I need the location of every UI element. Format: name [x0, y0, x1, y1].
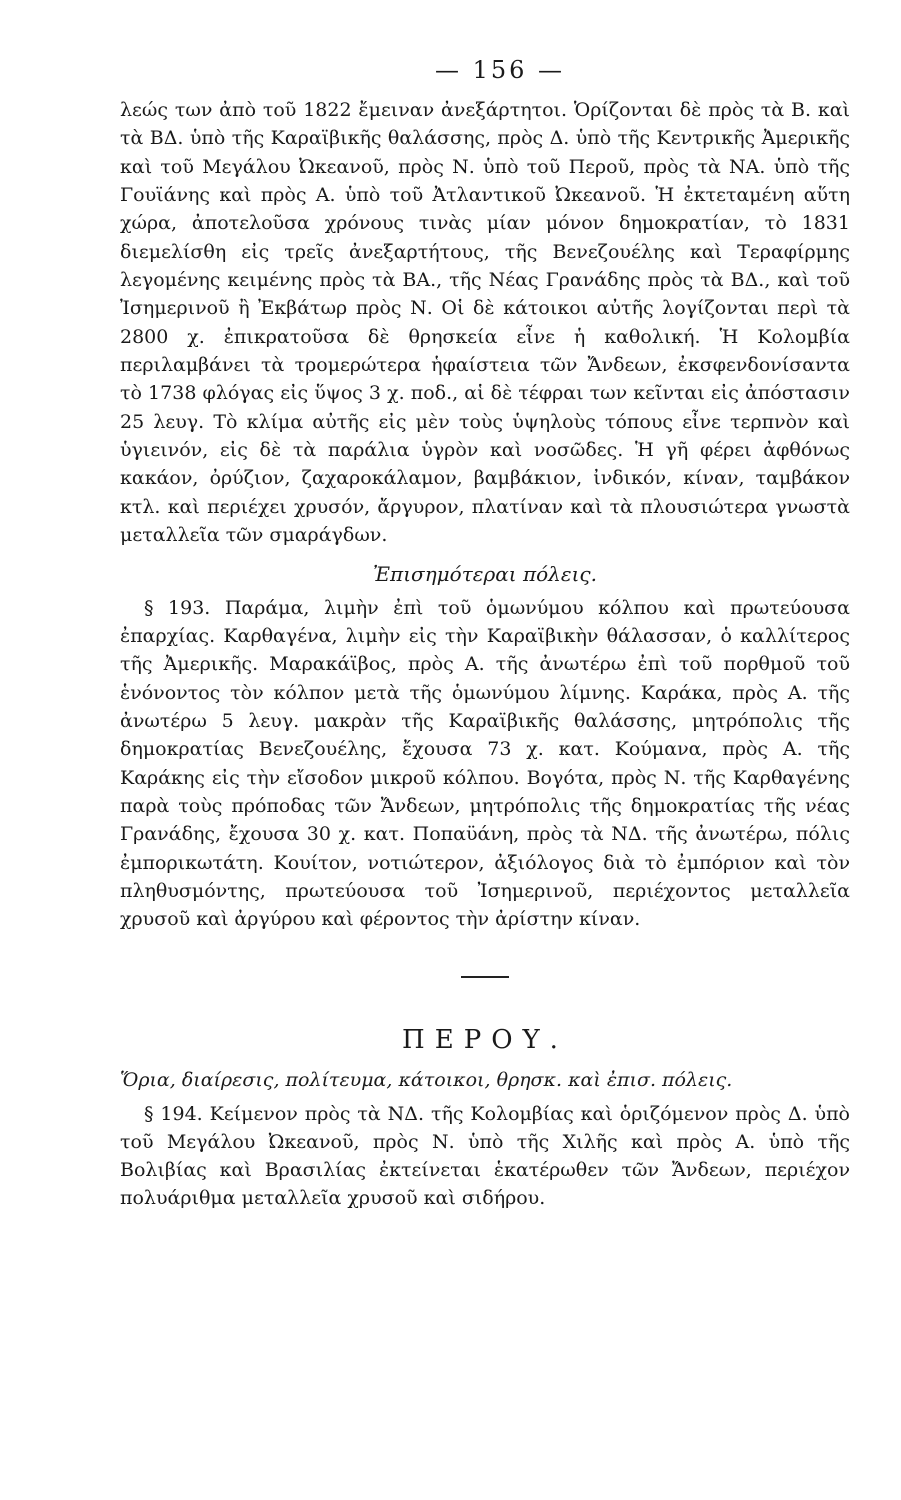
paragraph-section-194: § 194. Κείμενον πρὸς τὰ ΝΔ. τῆς Κολομβίας καὶ ὁριζόμενον πρὸς Δ. ὑπὸ τοῦ Μεγάλου Ὠκεανοῦ, πρὸς Ν. ὑπὸ τῆς Χιλῆς καὶ πρὸς Α. ὑπὸ τῆς Βολιβίας καὶ Βρασιλίας ἐκτείνεται ἑκατέρωθεν τῶν Ἄνδεων, περιέχον πολυάριθμα μεταλλεῖα χρυσοῦ καὶ σιδήρου. [120, 1102, 850, 1209]
book-page [120, 56, 850, 1212]
subheading-notable-cities: Ἐπισημότεραι πόλεις. [373, 561, 597, 586]
chapter-title-peru: ΠΕΡΟΥ. [402, 1024, 568, 1055]
paragraph-section-193: § 193. Παράμα, λιμὴν ἐπὶ τοῦ ὁμωνύμου κόλπου καὶ πρωτεύουσα ἐπαρχίας. Καρθαγένα, λιμὴν εἰς τὴν Καραϊβικὴν θάλασσαν, ὁ καλλίτερος τῆς Ἀμερικῆς. Μαρακάϊβος, πρὸς Α. τῆς ἀνωτέρω ἐπὶ τοῦ πορθμοῦ τοῦ ἑνόνοντος τὸν κόλπον μετὰ τῆς ὁμωνύμου λίμνης. Καράκα, πρὸς Α. τῆς ἀνωτέρω 5 λευγ. μακρὰν τῆς Καραϊβικῆς θαλάσσης, μητρόπολις τῆς δημοκρατίας Βενεζουέλης, ἔχουσα 73 χ. κατ. Κούμανα, πρὸς Α. τῆς Καράκης εἰς τὴν εἴσοδον μικροῦ κόλπου. Βογότα, πρὸς Ν. τῆς Καρθαγένης παρὰ τοὺς πρόποδας τῶν Ἄνδεων, μητρόπολις τῆς δημοκρατίας τῆς νέας Γρανάδης, ἔχουσα 30 χ. κατ. Ποπαϋάνη, πρὸς τὰ ΝΔ. τῆς ἀνωτέρω, πόλις ἐμπορικωτάτη. Κουίτον, νοτιώτερον, ἀξιόλογος διὰ τὸ ἐμπόριον καὶ τὸν πληθυσμόντης, πρωτεύουσα τοῦ Ἰσημερινοῦ, περιέχοντος μεταλλεῖα χρυσοῦ καὶ ἀργύρου καὶ φέροντος τὴν ἀρίστην κίναν. [120, 596, 850, 931]
page-number: — 156 — [434, 56, 566, 84]
paragraph-colombia-description: λεώς των ἀπὸ τοῦ 1822 ἔμειναν ἀνεξάρτητοι. Ὁρίζονται δὲ πρὸς τὰ Β. καὶ τὰ ΒΔ. ὑπὸ τῆς Καραϊβικῆς θαλάσσης, πρὸς Δ. ὑπὸ τῆς Κεντρικῆς Ἀμερικῆς καὶ τοῦ Μεγάλου Ὠκεανοῦ, πρὸς Ν. ὑπὸ τοῦ Περοῦ, πρὸς τὰ ΝΑ. ὑπὸ τῆς Γουϊάνης καὶ πρὸς Α. ὑπὸ τοῦ Ἀτλαντικοῦ Ὠκεανοῦ. Ἡ ἐκτεταμένη αὕτη χώρα, ἀποτελοῦσα χρόνους τινὰς μίαν μόνον δημοκρατίαν, τὸ 1831 διεμελίσθη εἰς τρεῖς ἀνεξαρτήτους, τῆς Βενεζουέλης καὶ Τεραφίρμης λεγομένης κειμένης πρὸς τὰ ΒΑ., τῆς Νέας Γρανάδης πρὸς τὰ ΒΔ., καὶ τοῦ Ἰσημερινοῦ ἢ Ἐκβάτωρ πρὸς Ν. Οἱ δὲ κάτοικοι αὐτῆς λογίζονται περὶ τὰ 2800 χ. ἐπικρατοῦσα δὲ θρησκεία εἶνε ἡ καθολική. Ἡ Κολομβία περιλαμβάνει τὰ τρομερώτερα ἡφαίστεια τῶν Ἄνδεων, ἐκσφενδονίσαντα τὸ 1738 φλόγας εἰς ὕψος 3 χ. ποδ., αἱ δὲ τέφραι των κεῖνται εἰς ἀπόστασιν 25 λευγ. Τὸ κλίμα αὐτῆς εἰς μὲν τοὺς ὑψηλοὺς τόπους εἶνε τερπνὸν καὶ ὑγιεινόν, εἰς δὲ τὰ παράλια ὑγρὸν καὶ νοσῶδες. Ἡ γῆ φέρει ἀφθόνως κακάον, ὀρύζιον, ζαχαροκάλαμον, βαμβάκιον, ἰνδικόν, κίναν, ταμβάκον κτλ. καὶ περιέχει χρυσόν, ἄργυρον, πλατίναν καὶ τὰ πλουσιώτερα γνωστὰ μεταλλεῖα τῶν σμαράγδων. [120, 99, 850, 547]
section-divider [461, 976, 509, 978]
chapter-subtitle: Ὅρια, διαίρεσις, πολίτευμα, κάτοικοι, θρησκ. καὶ ἐπισ. πόλεις. [120, 1068, 733, 1091]
